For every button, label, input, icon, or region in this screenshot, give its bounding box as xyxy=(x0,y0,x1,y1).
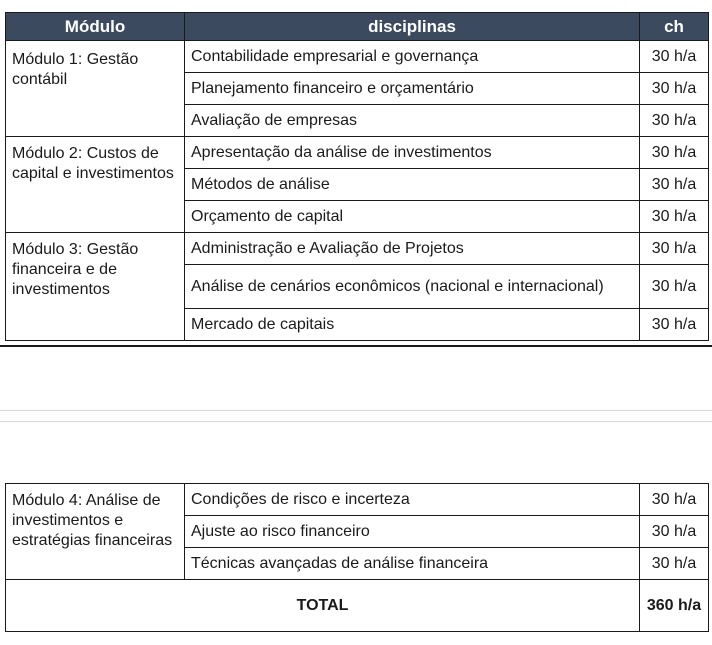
ch-cell: 30 h/a xyxy=(640,73,709,105)
curriculum-table-page-2 xyxy=(5,483,709,632)
ch-cell: 30 h/a xyxy=(640,169,709,201)
table-row xyxy=(6,137,709,169)
page-break-line xyxy=(0,410,712,411)
disciplina-cell: Métodos de análise xyxy=(185,169,640,201)
disciplina-cell: Mercado de capitais xyxy=(185,309,640,341)
ch-cell: 30 h/a xyxy=(640,105,709,137)
table-row xyxy=(6,484,709,516)
disciplina-cell: Orçamento de capital xyxy=(185,201,640,233)
module-name: Módulo 3: Gestão financeira e de investimentos xyxy=(6,233,185,341)
ch-cell: 30 h/a xyxy=(640,265,709,309)
disciplina-cell: Avaliação de empresas xyxy=(185,105,640,137)
page-bottom-border xyxy=(0,345,712,347)
disciplina-cell: Técnicas avançadas de análise financeira xyxy=(185,548,640,580)
disciplina-cell: Ajuste ao risco financeiro xyxy=(185,516,640,548)
module-name: Módulo 2: Custos de capital e investimentos xyxy=(6,137,185,233)
ch-cell: 30 h/a xyxy=(640,484,709,516)
table-row xyxy=(6,41,709,73)
table-header-row xyxy=(6,13,709,41)
module-name: Módulo 1: Gestão contábil xyxy=(6,41,185,137)
ch-cell: 30 h/a xyxy=(640,233,709,265)
table-row xyxy=(6,233,709,265)
module-name: Módulo 4: Análise de investimentos e estratégias financeiras xyxy=(6,484,185,580)
header-ch: ch xyxy=(640,13,709,41)
ch-cell: 30 h/a xyxy=(640,309,709,341)
ch-cell: 30 h/a xyxy=(640,137,709,169)
ch-cell: 30 h/a xyxy=(640,516,709,548)
disciplina-cell: Contabilidade empresarial e governança xyxy=(185,41,640,73)
total-label: TOTAL xyxy=(6,580,640,632)
header-modulo: Módulo xyxy=(6,13,185,41)
disciplina-cell: Administração e Avaliação de Projetos xyxy=(185,233,640,265)
disciplina-cell: Planejamento financeiro e orçamentário xyxy=(185,73,640,105)
header-disciplinas: disciplinas xyxy=(185,13,640,41)
curriculum-table-page-1 xyxy=(5,12,709,341)
ch-cell: 30 h/a xyxy=(640,548,709,580)
page-break-line xyxy=(0,421,712,422)
ch-cell: 30 h/a xyxy=(640,201,709,233)
total-row xyxy=(6,580,709,632)
ch-cell: 30 h/a xyxy=(640,41,709,73)
disciplina-cell: Condições de risco e incerteza xyxy=(185,484,640,516)
disciplina-cell: Apresentação da análise de investimentos xyxy=(185,137,640,169)
disciplina-cell: Análise de cenários econômicos (nacional e internacional) xyxy=(185,265,640,309)
total-value: 360 h/a xyxy=(640,580,709,632)
